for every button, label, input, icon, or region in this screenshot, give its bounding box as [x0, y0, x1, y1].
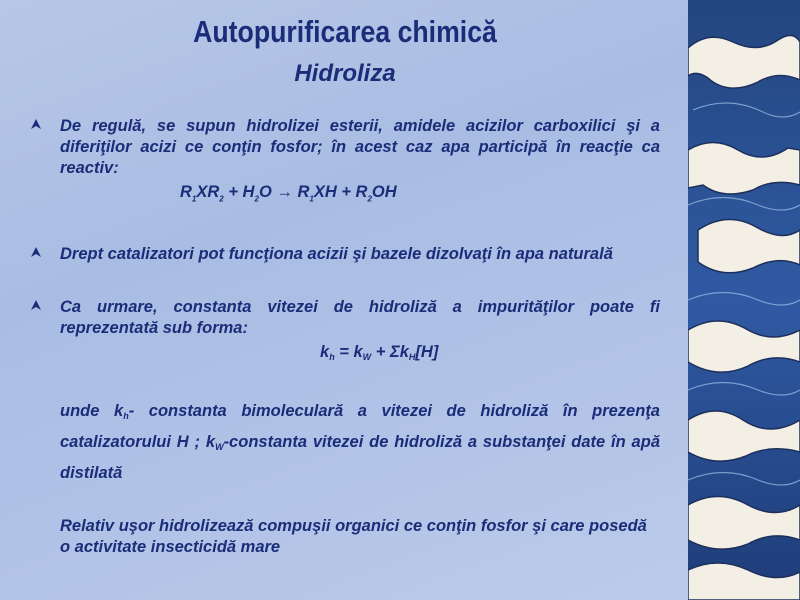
bullet-text: Drept catalizatori pot funcţiona acizii şi bazele dizolvaţi în apa naturală	[60, 245, 613, 264]
triangle-bullet-icon	[30, 246, 42, 258]
hydrolysis-formula: $R_1XR_2 + H_2O \to R_1XH + R_2OH$	[180, 183, 397, 204]
bullet-text: Ca urmare, constanta vitezei de hidroliză a impurităţilor poate fi reprezentată sub forma:	[60, 298, 660, 338]
bullet-item	[30, 244, 660, 265]
rate-constant-formula: kh = kW + ΣkH[H]	[320, 343, 439, 363]
bullet-item	[30, 116, 660, 179]
closing-text: Relativ uşor hidrolizează compuşii organici ce conţin fosfor şi care posedă o activitate insecticidă mare	[60, 517, 647, 557]
bullet-item	[30, 297, 660, 339]
slide-content	[30, 116, 660, 558]
slide-title: Autopurificarea chimică	[193, 14, 497, 49]
wave-decoration	[688, 0, 800, 600]
triangle-bullet-icon	[30, 118, 42, 130]
slide-subtitle: Hidroliza	[294, 60, 396, 87]
triangle-bullet-icon	[30, 299, 42, 311]
explanation-text: unde kh- constanta bimoleculară a vitezei de hidroliză în prezenţa catalizatorului H ; kW-constanta vitezei de hidroliză a substanţei date în apă distilată	[60, 402, 660, 483]
bullet-text: De regulă, se supun hidrolizei esterii, amidele acizilor carboxilici şi a diferiţilor acizi ce conţin fosfor; în acest caz apa participă în reacţie ca reactiv:	[60, 117, 660, 177]
